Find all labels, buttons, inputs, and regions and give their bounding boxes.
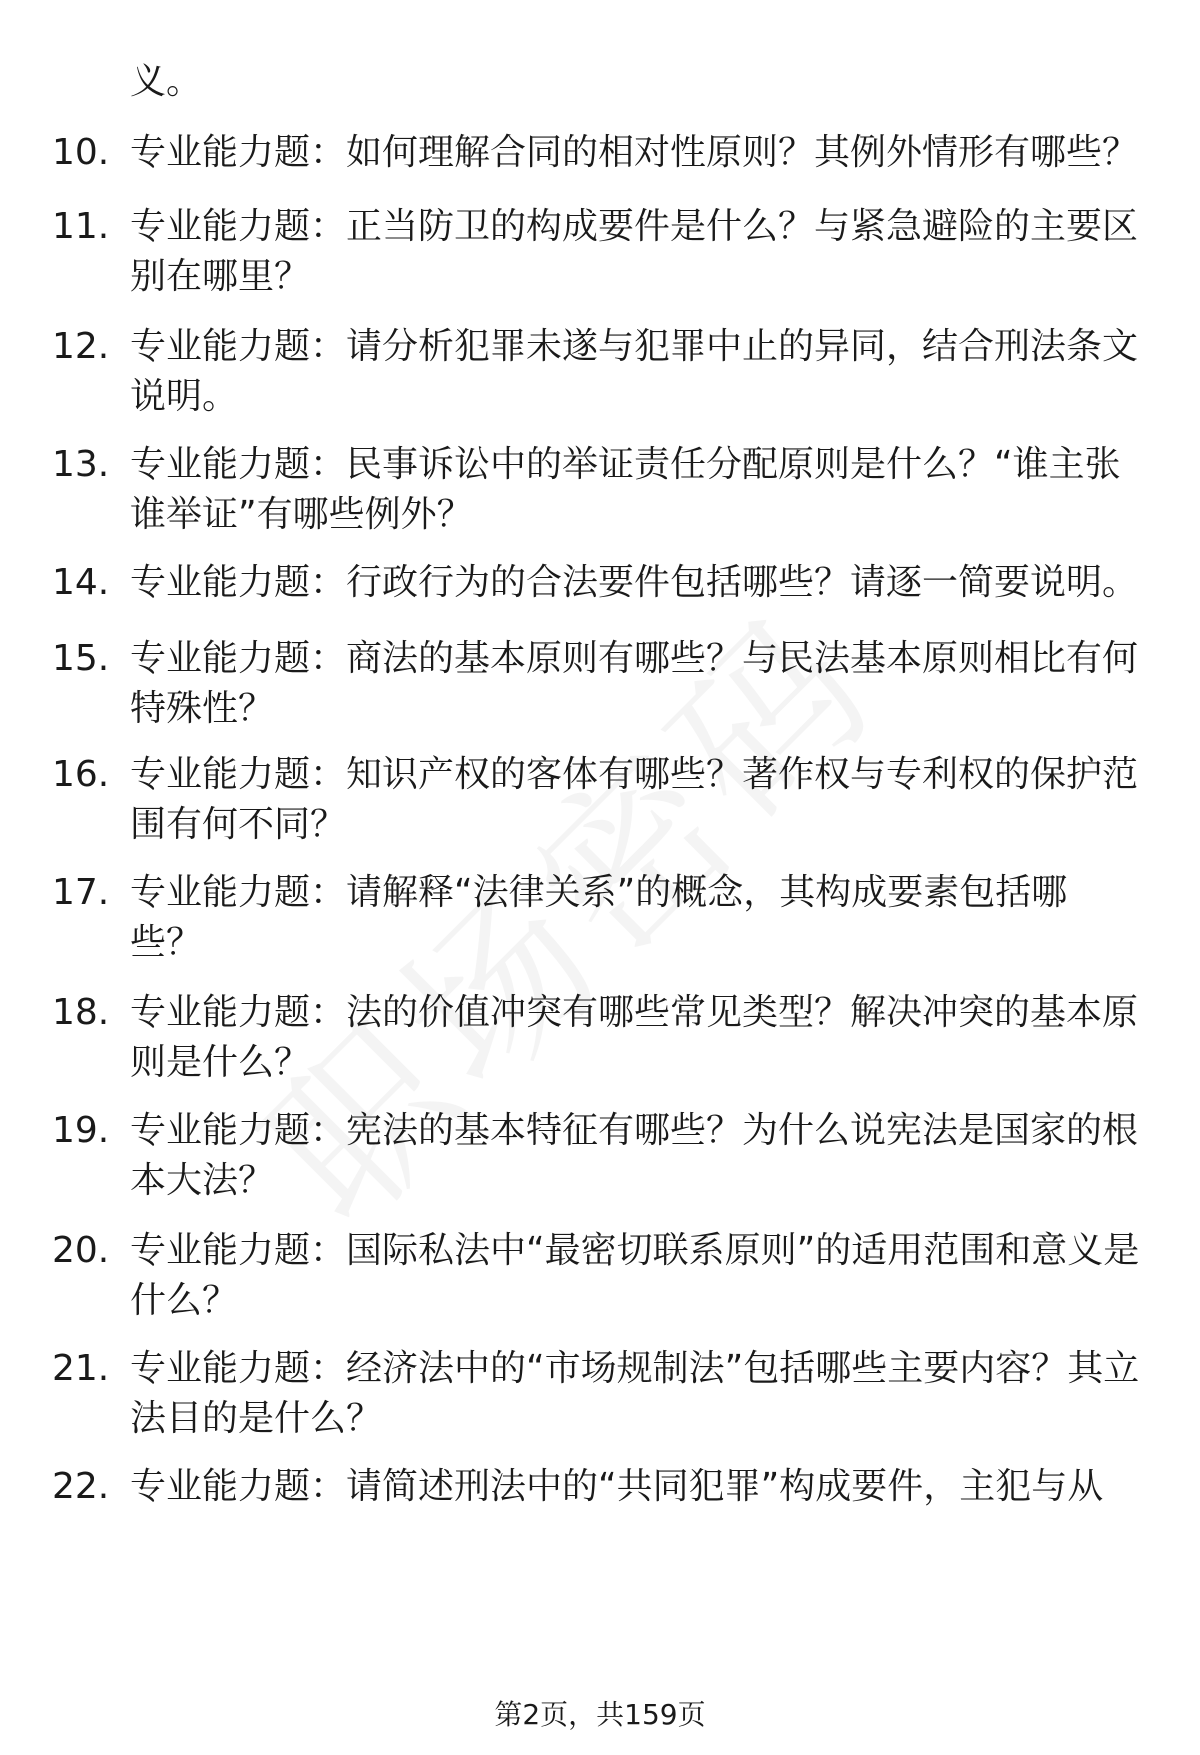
question-text: 专业能力题：商法的基本原则有哪些？与民法基本原则相比有何特殊性？ — [130, 638, 1139, 729]
question-text: 专业能力题：民事诉讼中的举证责任分配原则是什么？“谁主张谁举证”有哪些例外？ — [130, 444, 1121, 535]
question-number: 22. — [52, 1466, 110, 1507]
question-text: 专业能力题：请分析犯罪未遂与犯罪中止的异同，结合刑法条文说明。 — [130, 326, 1139, 417]
question-number: 17. — [52, 872, 110, 913]
question-number: 11. — [52, 206, 110, 247]
question-number: 21. — [52, 1348, 110, 1389]
question-text: 专业能力题：如何理解合同的相对性原则？其例外情形有哪些？ — [130, 132, 1139, 173]
question-number: 18. — [52, 992, 110, 1033]
question-text: 专业能力题：宪法的基本特征有哪些？为什么说宪法是国家的根本大法？ — [130, 1110, 1139, 1201]
question-text: 专业能力题：请简述刑法中的“共同犯罪”构成要件，主犯与从 — [130, 1466, 1104, 1507]
question-number: 15. — [52, 638, 110, 679]
question-number: 12. — [52, 326, 110, 367]
question-number: 14. — [52, 562, 110, 603]
question-text: 专业能力题：请解释“法律关系”的概念，其构成要素包括哪些？ — [130, 872, 1068, 963]
continuation-text: 义。 — [130, 61, 203, 102]
question-text: 专业能力题：经济法中的“市场规制法”包括哪些主要内容？其立法目的是什么？ — [130, 1348, 1140, 1439]
question-text: 专业能力题：法的价值冲突有哪些常见类型？解决冲突的基本原则是什么？ — [130, 992, 1139, 1083]
question-text: 专业能力题：国际私法中“最密切联系原则”的适用范围和意义是什么？ — [130, 1230, 1140, 1321]
question-text: 专业能力题：正当防卫的构成要件是什么？与紧急避险的主要区别在哪里？ — [130, 206, 1139, 297]
question-number: 16. — [52, 754, 110, 795]
question-text: 专业能力题：知识产权的客体有哪些？著作权与专利权的保护范围有何不同？ — [130, 754, 1139, 845]
question-number: 19. — [52, 1110, 110, 1151]
question-number: 13. — [52, 444, 110, 485]
question-number: 10. — [52, 132, 110, 173]
question-text: 专业能力题：行政行为的合法要件包括哪些？请逐一简要说明。 — [130, 562, 1139, 603]
page-footer: 第2页，共159页 — [494, 1698, 706, 1731]
question-number: 20. — [52, 1230, 110, 1271]
